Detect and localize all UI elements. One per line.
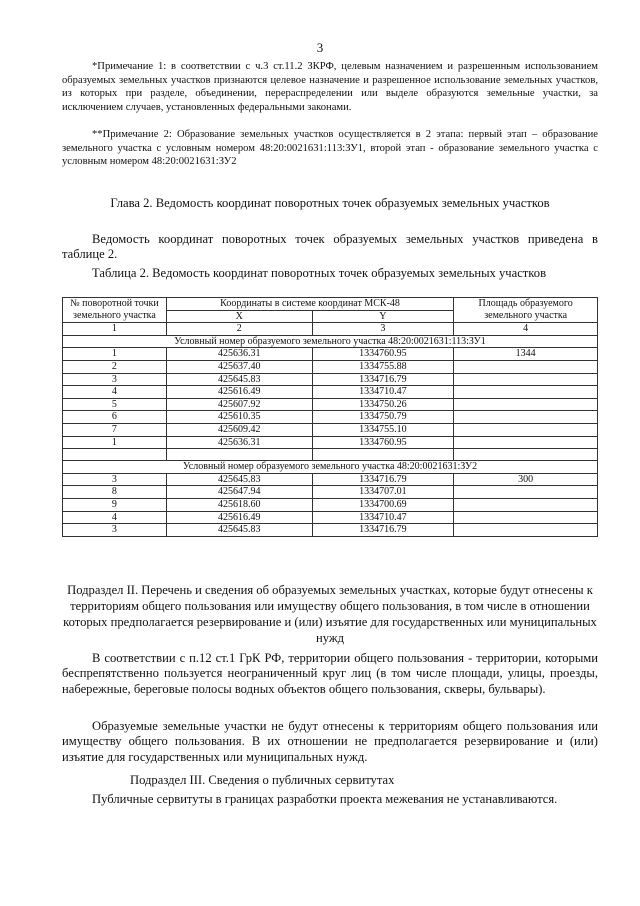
point-number: 4	[63, 386, 167, 399]
x-value: 425618.60	[166, 498, 312, 511]
point-number: 3	[63, 524, 167, 537]
table-row	[63, 373, 598, 386]
y-value: 1334760.95	[312, 348, 454, 361]
y-value: 1334755.88	[312, 360, 454, 373]
y-value: 1334700.69	[312, 498, 454, 511]
paragraph-servitudes: Публичные сервитуты в границах разработки проекта межевания не устанавливаются.	[92, 792, 558, 806]
empty-cell	[454, 360, 598, 373]
y-value: 1334707.01	[312, 486, 454, 499]
empty-cell	[454, 449, 598, 461]
coordinates-table	[62, 297, 598, 537]
point-number: 2	[63, 360, 167, 373]
paragraph-plots-not-public: Образуемые земельные участки не будут отнесены к территориям общего пользования или имуществу общего пользования. В их отношении не предполагается резервирование и (или) изъятие для государственных или муниципальных нужд.	[62, 719, 598, 764]
y-value: 1334710.47	[312, 511, 454, 524]
header-point: № поворотной точки земельного участка	[63, 298, 167, 323]
table-row	[63, 348, 598, 361]
x-value: 425637.40	[166, 360, 312, 373]
empty-cell	[454, 524, 598, 537]
intro-text: Ведомость координат поворотных точек образуемых земельных участков приведена в таблице 2.	[62, 232, 598, 262]
table-row	[63, 411, 598, 424]
empty-cell	[454, 423, 598, 436]
empty-cell	[312, 449, 454, 461]
header-coords: Координаты в системе координат МСК-48	[166, 298, 453, 311]
point-number: 6	[63, 411, 167, 424]
header-y: Y	[312, 310, 454, 323]
y-value: 1334760.95	[312, 436, 454, 449]
point-number: 8	[63, 486, 167, 499]
x-value: 425607.92	[166, 398, 312, 411]
table-row	[63, 436, 598, 449]
y-value: 1334716.79	[312, 373, 454, 386]
plot-title-row	[63, 461, 598, 474]
note-2: **Примечание 2: Образование земельных участков осуществляется в 2 этапа: первый этап – образование земельного участка с условным номером 48:20:0021631:113:ЗУ1, второй этап - образование земельного участка с условным номером 48:20:0021631:ЗУ2	[62, 129, 598, 168]
empty-cell	[454, 411, 598, 424]
point-number: 9	[63, 498, 167, 511]
table-header-row	[63, 298, 598, 311]
plot-title-row	[63, 335, 598, 348]
y-value: 1334755.10	[312, 423, 454, 436]
point-number: 1	[63, 436, 167, 449]
subsection-2-title: Подраздел II. Перечень и сведения об образуемых земельных участках, которые будут отнесены к территориям общего пользования или имуществу общего пользования, в том числе в отношении которых предполагается резервирование и (или) изъятие для государственных или муниципальных нужд	[63, 583, 597, 645]
subsection-3-title: Подраздел III. Сведения о публичных сервитутах	[130, 773, 395, 787]
column-number-row	[63, 323, 598, 336]
table-row	[63, 386, 598, 399]
x-value: 425636.31	[166, 436, 312, 449]
y-value: 1334716.79	[312, 524, 454, 537]
empty-cell	[166, 449, 312, 461]
empty-cell	[454, 398, 598, 411]
page-number: 3	[316, 40, 324, 55]
empty-cell	[454, 511, 598, 524]
col-num: 2	[166, 323, 312, 336]
note-1: *Примечание 1: в соответствии с ч.3 ст.11.2 ЗКРФ, целевым назначением и разрешенным использованием образуемых земельных участков признаются целевое назначение и разрешенное использование земельных участков, из которых при разделе, объединении, перераспределении или выделе образуются земельные участки, за исключением случаев, установленных федеральными законами.	[62, 61, 598, 113]
y-value: 1334710.47	[312, 386, 454, 399]
table-caption: Таблица 2. Ведомость координат поворотных точек образуемых земельных участков	[92, 266, 547, 280]
empty-cell	[454, 436, 598, 449]
col-num: 1	[63, 323, 167, 336]
x-value: 425647.94	[166, 486, 312, 499]
header-x: X	[166, 310, 312, 323]
table-row	[63, 511, 598, 524]
y-value: 1334716.79	[312, 473, 454, 486]
x-value: 425645.83	[166, 373, 312, 386]
x-value: 425616.49	[166, 511, 312, 524]
blank-row	[63, 449, 598, 461]
area-value: 300	[454, 473, 598, 486]
x-value: 425609.42	[166, 423, 312, 436]
table-row	[63, 486, 598, 499]
point-number: 3	[63, 373, 167, 386]
x-value: 425636.31	[166, 348, 312, 361]
plot2-title: Условный номер образуемого земельного участка 48:20:0021631:ЗУ2	[63, 461, 598, 474]
empty-cell	[63, 449, 167, 461]
table-row	[63, 423, 598, 436]
chapter-title: Глава 2. Ведомость координат поворотных точек образуемых земельных участков	[110, 196, 550, 210]
table-row	[63, 524, 598, 537]
x-value: 425645.83	[166, 473, 312, 486]
table-row	[63, 360, 598, 373]
plot1-title: Условный номер образуемого земельного участка 48:20:0021631:113:ЗУ1	[63, 335, 598, 348]
col-num: 4	[454, 323, 598, 336]
empty-cell	[454, 373, 598, 386]
table-row	[63, 498, 598, 511]
table-row	[63, 398, 598, 411]
y-value: 1334750.26	[312, 398, 454, 411]
empty-cell	[454, 498, 598, 511]
col-num: 3	[312, 323, 454, 336]
point-number: 1	[63, 348, 167, 361]
table-row	[63, 473, 598, 486]
point-number: 7	[63, 423, 167, 436]
point-number: 3	[63, 473, 167, 486]
empty-cell	[454, 486, 598, 499]
point-number: 4	[63, 511, 167, 524]
header-area: Площадь образуемого земельного участка	[454, 298, 598, 323]
point-number: 5	[63, 398, 167, 411]
x-value: 425645.83	[166, 524, 312, 537]
area-value: 1344	[454, 348, 598, 361]
empty-cell	[454, 386, 598, 399]
y-value: 1334750.79	[312, 411, 454, 424]
x-value: 425610.35	[166, 411, 312, 424]
paragraph-public-territories: В соответствии с п.12 ст.1 ГрК РФ, территории общего пользования - территории, которыми беспрепятственно пользуется неограниченный круг лиц (в том числе площади, улицы, проезды, набережные, береговые полосы водных объектов общего пользования, скверы, бульвары).	[62, 651, 598, 696]
x-value: 425616.49	[166, 386, 312, 399]
